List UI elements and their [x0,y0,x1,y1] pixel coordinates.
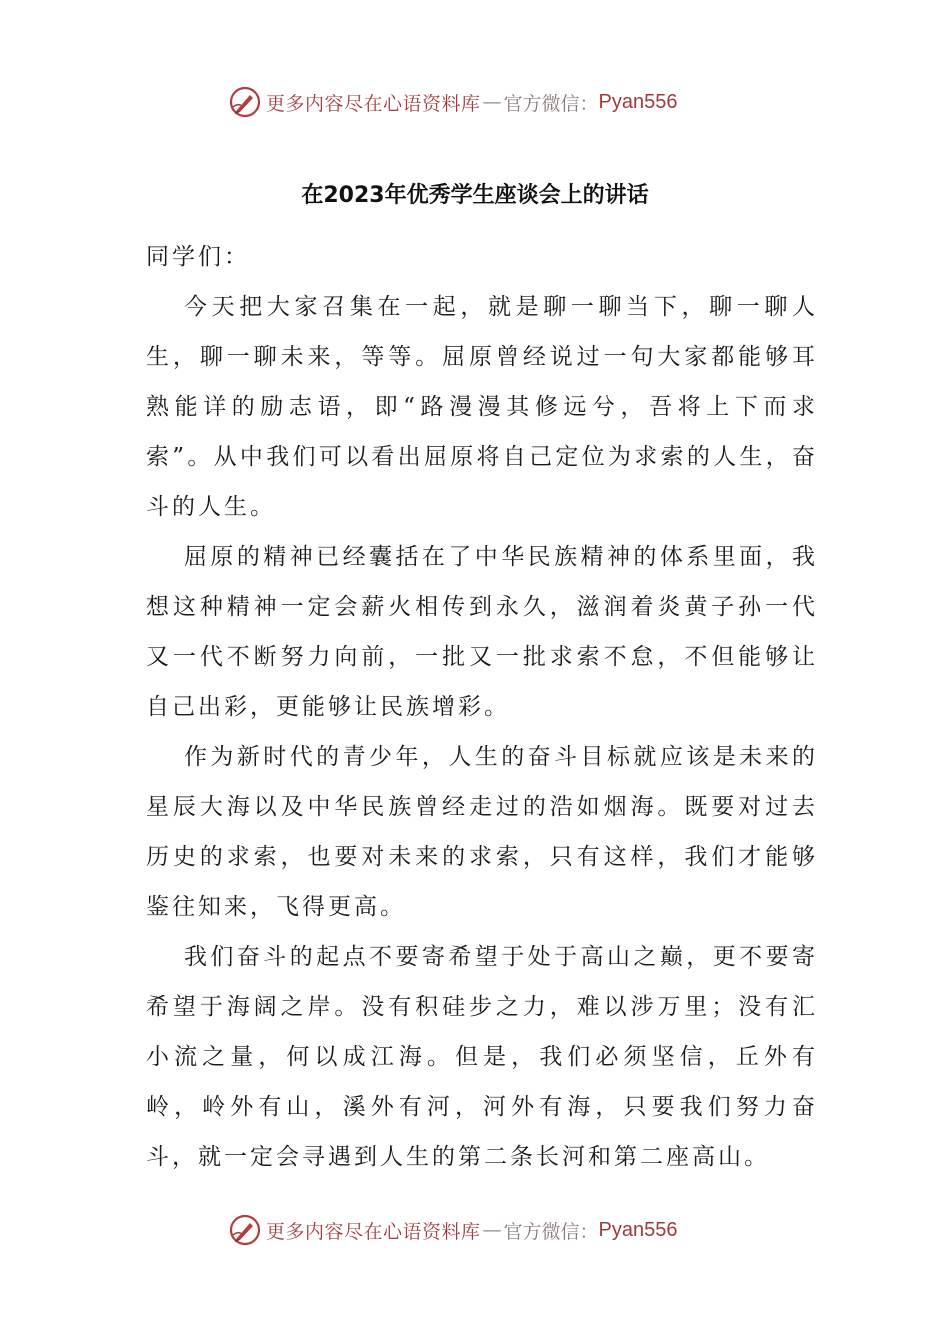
document-body [146,232,818,1182]
promo-separator: — [482,91,502,113]
paragraph-2: 屈原的精神已经囊括在了中华民族精神的体系里面，我想这种精神一定会薪火相传到永久，滋润着炎黄子孙一代又一代不断努力向前，一批又一批求索不怠，不但能够让自己出彩，更能够让民族增彩。 [146,544,818,720]
footer-watermark [228,1210,828,1250]
wechat-label: 官方微信： [503,1220,599,1243]
wechat-id: Pyan556 [598,1218,678,1241]
pen-logo-icon [228,85,262,119]
paragraph-1: 今天把大家召集在一起，就是聊一聊当下，聊一聊人生，聊一聊未来，等等。屈原曾经说过一句大家都能够耳熟能详的励志语，即“路漫漫其修远兮，吾将上下而求索”。从中我们可以看出屈原将自己定位为求索的人生，奋斗的人生。 [146,294,818,520]
promo-separator: — [482,1219,502,1241]
promo-text: 更多内容尽在心语资料库 [266,1220,481,1243]
wechat-label: 官方微信： [503,92,599,115]
promo-text: 更多内容尽在心语资料库 [266,92,481,115]
document-title: 在2023年优秀学生座谈会上的讲话 [301,183,649,208]
pen-logo-icon [228,1213,262,1247]
paragraph-4: 我们奋斗的起点不要寄希望于处于高山之巅，更不要寄希望于海阔之岸。没有积硅步之力，难以涉万里；没有汇小流之量，何以成江海。但是，我们必须坚信，丘外有岭，岭外有山，溪外有河，河外有海，只要我们努力奋斗，就一定会寻遇到人生的第二条长河和第二座高山。 [146,944,818,1170]
wechat-id: Pyan556 [598,90,678,113]
header-watermark [228,82,828,122]
salutation: 同学们： [146,244,250,270]
paragraph-3: 作为新时代的青少年，人生的奋斗目标就应该是未来的星辰大海以及中华民族曾经走过的浩如烟海。既要对过去历史的求索，也要对未来的求索，只有这样，我们才能够鉴往知来，飞得更高。 [146,744,818,920]
